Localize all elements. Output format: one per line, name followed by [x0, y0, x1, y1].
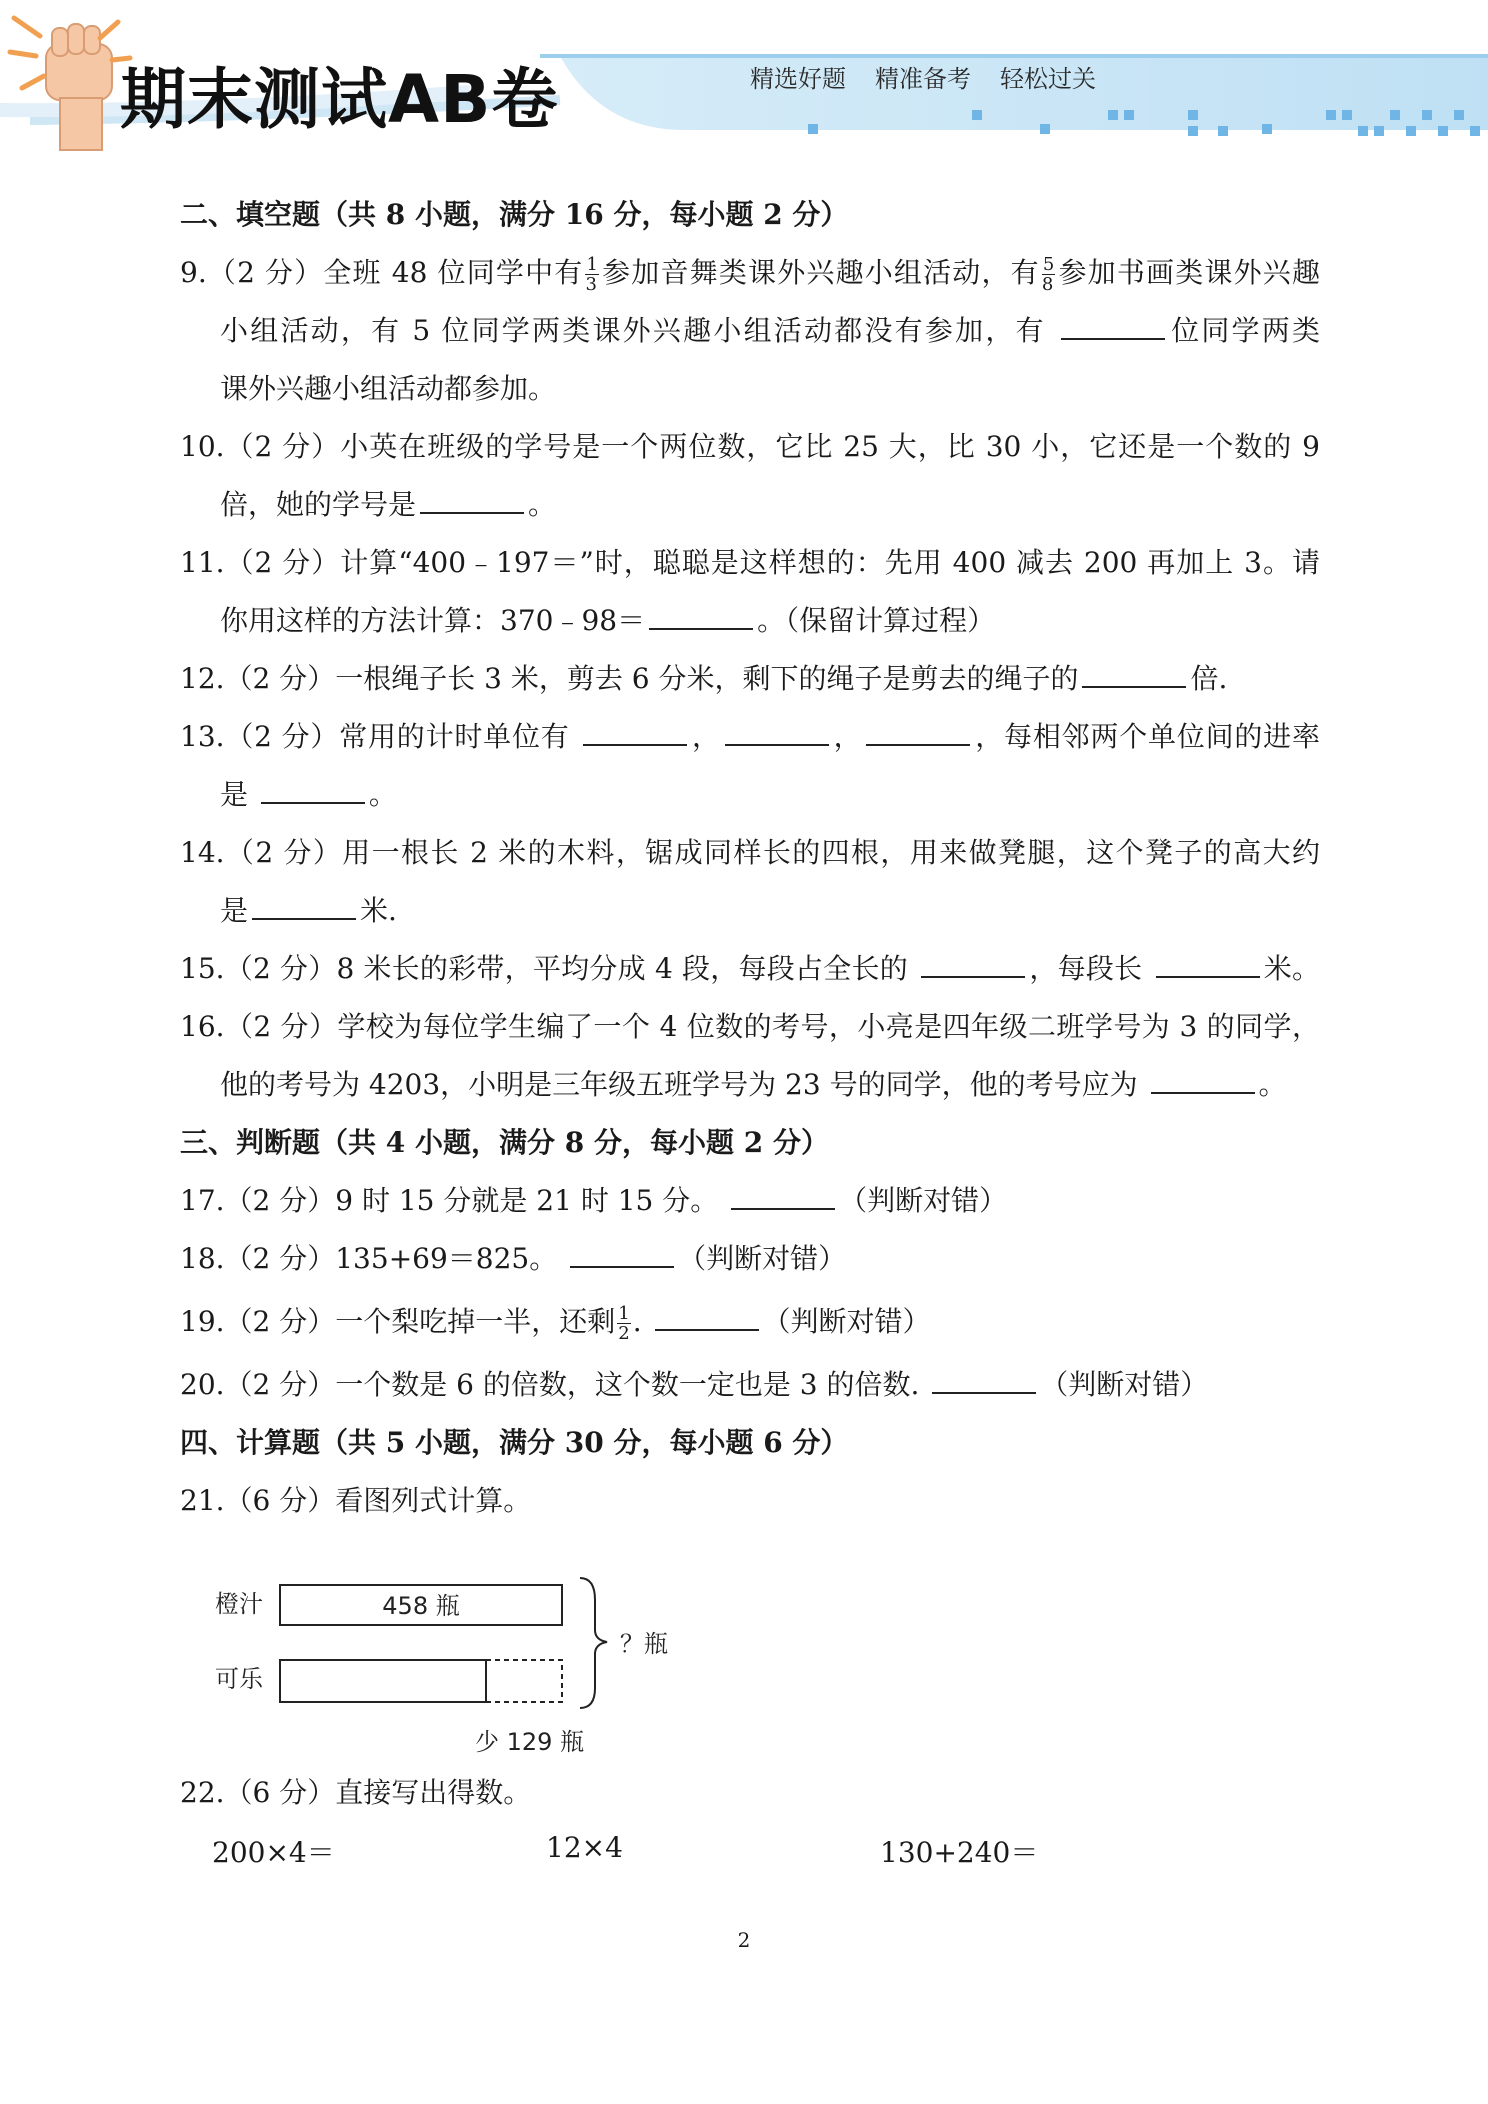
label-orange-juice: 橙汁 — [215, 1590, 263, 1618]
banner-title: 期末测试AB卷 — [120, 61, 559, 138]
difference-label: 少 129 瓶 — [475, 1728, 585, 1756]
answer-blank[interactable] — [1082, 656, 1186, 688]
question-17: 17.（2 分）9 时 15 分就是 21 时 15 分。 （判断对错） — [180, 1172, 1320, 1230]
question-9-line-2: 小组活动，有 5 位同学两类课外兴趣小组活动都没有参加，有 位同学两类 — [180, 302, 1320, 360]
answer-blank[interactable] — [866, 714, 970, 746]
question-19: 19.（2 分）一个梨吃掉一半，还剩 $\frac{1}{2}$ . （判断对错） — [180, 1288, 1320, 1356]
answer-blank[interactable] — [420, 482, 524, 514]
answer-blank[interactable] — [932, 1362, 1036, 1394]
answer-blank[interactable] — [1156, 946, 1260, 978]
label-cola: 可乐 — [215, 1665, 263, 1693]
section-heading-fill: 二、填空题（共 8 小题，满分 16 分，每小题 2 分） — [180, 198, 849, 231]
question-22: 22.（6 分）直接写出得数。 — [180, 1776, 532, 1809]
fraction-one-half: $\frac{1}{2}$ — [618, 1303, 630, 1344]
question-14-line-2: 是 米. — [180, 882, 1320, 940]
exam-content — [180, 186, 1320, 1530]
question-14-line-1: 14.（2 分）用一根长 2 米的木料，锯成同样长的四根，用来做凳腿，这个凳子的高大约 — [180, 836, 1320, 869]
question-21: 21.（6 分）看图列式计算。 — [180, 1484, 532, 1517]
answer-blank[interactable] — [261, 772, 365, 804]
question-9-line-3: 课外兴趣小组活动都参加。 — [220, 372, 557, 405]
question-13-line-2: 是 。 — [180, 766, 1320, 824]
orange-juice-value: 458 瓶 — [382, 1592, 460, 1620]
answer-blank[interactable] — [1061, 308, 1165, 340]
question-16-line-2: 他的考号为 4203，小明是三年级五班学号为 23 号的同学，他的考号应为 。 — [180, 1056, 1320, 1114]
section-heading-judge: 三、判断题（共 4 小题，满分 8 分，每小题 2 分） — [180, 1126, 829, 1159]
total-label: ？瓶 — [620, 1630, 668, 1658]
answer-blank[interactable] — [921, 946, 1025, 978]
slogan-3: 轻松过关 — [1000, 65, 1096, 93]
answer-blank[interactable] — [725, 714, 829, 746]
fraction-five-eighths: $\frac{5}{8}$ — [1041, 254, 1055, 295]
question-13-line-1: 13.（2 分）常用的计时单位有 ， ， ，每相邻两个单位间的进率 — [180, 708, 1320, 766]
answer-blank[interactable] — [570, 1236, 674, 1268]
cola-bar — [280, 1660, 486, 1702]
question-16-line-1: 16.（2 分）学校为每位学生编了一个 4 位数的考号，小亮是四年级二班学号为 3 的同学， — [180, 1010, 1320, 1043]
total-brace — [580, 1578, 607, 1708]
bar-comparison-diagram — [205, 1570, 705, 1760]
question-9-line-1: 9.（2 分）全班 48 位同学中有 $\frac{1}{3}$ 参加音舞类课外兴趣小组活动，有 $\frac{5}{8}$ 参加书画类课外兴趣 — [180, 254, 1320, 295]
answer-blank[interactable] — [583, 714, 687, 746]
answer-blank[interactable] — [731, 1178, 835, 1210]
calc-item-2: 12×4 — [546, 1831, 623, 1864]
question-18: 18.（2 分）135+69＝825。 （判断对错） — [180, 1230, 1320, 1288]
question-11-line-1: 11.（2 分）计算“400﹣197＝”时，聪聪是这样想的：先用 400 减去 200 再加上 3。请 — [180, 546, 1320, 579]
header-banner — [0, 0, 1488, 160]
calc-item-1: 200×4＝ — [212, 1836, 335, 1869]
question-12: 12.（2 分）一根绳子长 3 米，剪去 6 分米，剩下的绳子是剪去的绳子的 倍. — [180, 650, 1320, 708]
slogan-2: 精准备考 — [875, 65, 971, 93]
question-15: 15.（2 分）8 米长的彩带，平均分成 4 段，每段占全长的 ，每段长 米。 — [180, 940, 1320, 998]
slogan-1: 精选好题 — [750, 65, 846, 93]
page-number: 2 — [737, 1928, 751, 1952]
calc-item-3: 130+240＝ — [880, 1836, 1039, 1869]
answer-blank[interactable] — [1151, 1062, 1255, 1094]
question-10-line-2: 倍，她的学号是 。 — [180, 476, 1320, 534]
question-11-line-2: 你用这样的方法计算：370﹣98＝ 。（保留计算过程） — [180, 592, 1320, 650]
fist-icon — [10, 18, 130, 150]
answer-blank[interactable] — [649, 598, 753, 630]
section-heading-calc: 四、计算题（共 5 小题，满分 30 分，每小题 6 分） — [180, 1426, 849, 1459]
question-20: 20.（2 分）一个数是 6 的倍数，这个数一定也是 3 的倍数. （判断对错） — [180, 1356, 1320, 1414]
cola-missing-segment — [486, 1660, 562, 1702]
question-10-line-1: 10.（2 分）小英在班级的学号是一个两位数，它比 25 大，比 30 小，它还是一个数的 9 — [180, 430, 1320, 463]
fraction-one-third: $\frac{1}{3}$ — [585, 254, 598, 295]
answer-blank[interactable] — [655, 1299, 759, 1331]
answer-blank[interactable] — [252, 888, 356, 920]
